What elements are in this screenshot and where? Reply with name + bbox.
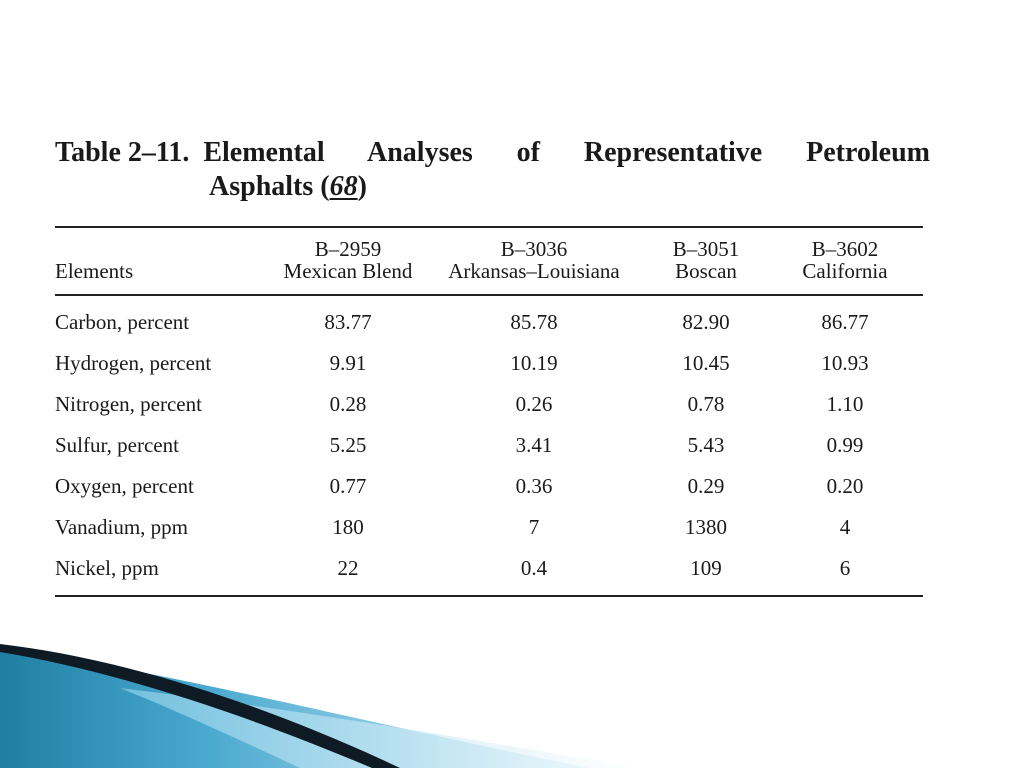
table-header-row (55, 227, 923, 295)
value-cell: 85.78 (510, 310, 558, 334)
value-cell: 10.19 (510, 351, 558, 375)
table-row (55, 425, 923, 466)
title-closing-paren: ) (357, 171, 367, 202)
column-header-sample (273, 227, 423, 295)
element-label: Vanadium, ppm (55, 515, 188, 539)
value-cell: 0.28 (329, 392, 367, 416)
value-cell: 0.4 (520, 556, 548, 580)
element-label: Sulfur, percent (55, 433, 179, 457)
sample-code: B–2959 (314, 237, 382, 261)
value-cell: 1.10 (826, 392, 864, 416)
value-cell: 180 (332, 515, 364, 539)
sample-code: B–3036 (500, 237, 568, 261)
sample-name: Mexican Blend (283, 259, 413, 283)
column-header-sample (423, 227, 645, 295)
table-row (55, 295, 923, 343)
table-row (55, 466, 923, 507)
table-number-label: Table 2–11. (55, 137, 190, 168)
value-cell: 5.25 (329, 433, 367, 457)
element-label: Nitrogen, percent (55, 392, 202, 416)
sample-name: Boscan (675, 259, 737, 283)
value-cell: 6 (839, 556, 851, 580)
title-line-2 (55, 170, 930, 204)
value-cell: 1380 (685, 515, 727, 539)
sample-code: B–3051 (672, 237, 740, 261)
elemental-analysis-table (55, 226, 923, 597)
table-title (55, 136, 930, 204)
element-label: Hydrogen, percent (55, 351, 212, 375)
table-row (55, 507, 923, 548)
value-cell: 82.90 (682, 310, 730, 334)
value-cell: 0.26 (515, 392, 553, 416)
value-cell: 10.93 (821, 351, 869, 375)
value-cell: 22 (337, 556, 359, 580)
table-row (55, 548, 923, 596)
element-label: Carbon, percent (55, 310, 190, 334)
title-text-continued: Asphalts ( (209, 171, 330, 202)
column-header-sample (645, 227, 767, 295)
title-line-1 (55, 136, 930, 170)
value-cell: 5.43 (687, 433, 725, 457)
sample-name: Arkansas–Louisiana (448, 259, 620, 283)
value-cell: 83.77 (324, 310, 372, 334)
value-cell: 0.20 (826, 474, 864, 498)
value-cell: 3.41 (515, 433, 553, 457)
element-label: Oxygen, percent (55, 474, 194, 498)
value-cell: 4 (839, 515, 851, 539)
value-cell: 9.91 (329, 351, 367, 375)
sample-code: B–3602 (811, 237, 879, 261)
reference-number: 68 (329, 171, 358, 202)
value-cell: 109 (690, 556, 722, 580)
value-cell: 10.45 (682, 351, 730, 375)
value-cell: 0.99 (826, 433, 864, 457)
column-header-sample (767, 227, 923, 295)
table-row (55, 384, 923, 425)
sample-name: California (802, 259, 888, 283)
value-cell: 7 (528, 515, 540, 539)
value-cell: 0.78 (687, 392, 725, 416)
column-header-elements: Elements (55, 259, 134, 283)
value-cell: 0.36 (515, 474, 553, 498)
title-text: Elemental Analyses of Representative Petroleum (203, 137, 930, 168)
value-cell: 86.77 (821, 310, 869, 334)
value-cell: 0.29 (687, 474, 725, 498)
decorative-corner-swoosh (0, 630, 1024, 768)
element-label: Nickel, ppm (55, 556, 159, 580)
value-cell: 0.77 (329, 474, 367, 498)
table-row (55, 343, 923, 384)
